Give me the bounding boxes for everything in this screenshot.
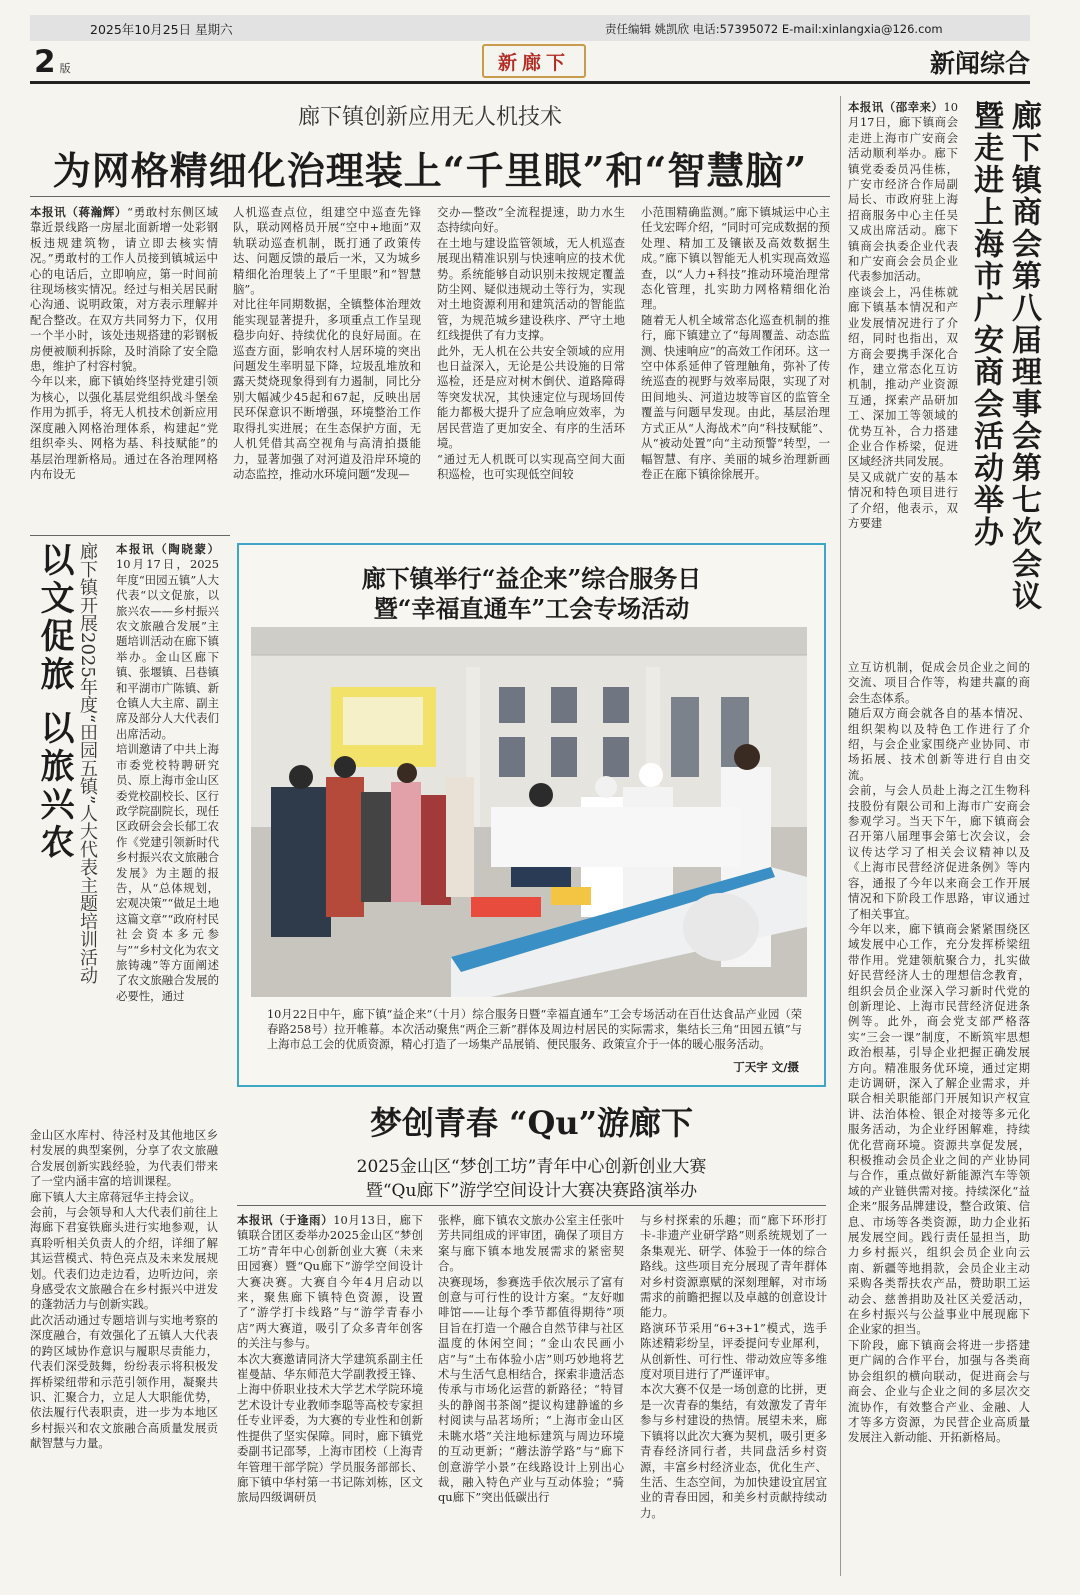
commerce-byline: 本报讯（邵幸来） bbox=[848, 100, 944, 114]
commerce-headline bbox=[966, 100, 1042, 620]
culture-body bbox=[30, 1128, 218, 1578]
right-column-rule bbox=[840, 96, 841, 1576]
culture-body-text: 金山区水库村、待泾村及其他地区乡村发展的典型案例，分享了农文旅融合发展创新实践经验，为代表们带来了一堂内涵丰富的培训课程。 廊下镇人大主席蒋冠华主持会议。 会前，与会领导和人大代表们前往上海廊下君宴铁廊头进行实地参观，认真聆听相关负责人的介绍，详细了解其运营模式、特色亮点及未来发展规划。代表们边走边看，边听边问，亲身感受农文旅融合在乡村振兴中迸发的蓬勃活力与创新实践。 此次活动通过专题培训与实地考察的深度融合，有效强化了五镇人大代表的跨区域协作意识与履职尽责能力，代表们深受鼓舞，纷纷表示将积极发挥桥梁纽带和示范引领作用，凝聚共识、汇聚合力，立足人大职能优势，依法履行代表职责，进一步为本地区乡村振兴和农文旅融合高质量发展贡献智慧与力量。 bbox=[30, 1128, 218, 1451]
service-photo bbox=[251, 627, 807, 997]
section-name: 新闻综合 bbox=[929, 49, 1030, 78]
culture-intro bbox=[116, 542, 219, 1120]
drone-col1-text: “勇敢村东侧区域靠近景线路一房屋北面新增一处彩钢板违规建筑物，请立即去核实情况。”勇敢村的工作人员接到镇城运中心的电话后，立即响应，第一时间前往现场核实情况。经过与相关居民耐心沟通、说明政策，对方表示理解并配合整改。在双方共同努力下，仅用一个半小时，该处违规搭建的彩钢板房便被顺利拆除，及时消除了安全隐患，维护了村容村貌。 今年以来，廊下镇始终坚持党建引领为核心，以强化基层党组织战斗堡垒作用为抓手，将无人机技术创新应用深度融入网格治理体系，构建起“党组织牵头、网格为基、科技赋能”的基层治理新格局。通过在各治理网格内布设无 bbox=[30, 205, 218, 481]
youth-byline: 本报讯（于逢雨） bbox=[237, 1213, 334, 1227]
culture-byline: 本报讯（陶晓蒙） bbox=[116, 542, 219, 556]
service-credit: 丁天宇 文/摄 bbox=[733, 1060, 799, 1074]
youth-col1-text: 10月13日，廊下镇联合团区委举办2025金山区“梦创工坊”青年中心创新创业大赛（未来田园赛）暨“Qu廊下”游学空间设计大赛决赛。大赛自今年4月启动以来，聚焦廊下镇特色资源，设置了“游学打卡线路”与“游学青春小店”两大赛道，吸引了众多青年创客的关注与参与。 本次大赛邀请同济大学建筑系副主任崔曼喆、华东师范大学副教授王锋、上海中侨职业技术大学艺术学院环境艺术设计专业教师李聪等高校专家担任专业评委，为大赛的专业性和创新性提供了坚实保障。同时，廊下镇党委副书记邵琴，上海市团校（上海青年管理干部学院）学员服务部部长、廊下镇中华村第一书记陈刘栋，区文旅局四级调研员 bbox=[237, 1213, 423, 1505]
commerce-body bbox=[848, 660, 1030, 1578]
culture-headline-big: 以文促旅 以旅兴农 bbox=[34, 542, 74, 862]
drone-headline: 为网格精细化治理装上“千里眼”和“智慧脑” bbox=[52, 148, 808, 193]
top-bar bbox=[30, 15, 1030, 41]
drone-col3-text: 交办—整改”全流程提速，助力水生态持续向好。 在土地与建设监管领域，无人机巡查展现出精准识别与快速响应的技术优势。系统能够自动识别未按规定覆盖防尘网、疑似违规动土等行为，实现对土地资源利用和建筑活动的智能监管，为规范城乡建设秩序、严守土地红线提供了有力支撑。 此外，无人机在公共安全领域的应用也日益深入，无论是公共设施的日常巡检，还是应对树木倒伏、道路障碍等突发状况，其快速定位与现场回传能力都极大提升了应急响应效率，为居民营造了更加安全、有序的生活环境。 “通过无人机既可以实现高空间大面积巡检，也可实现低空间较 bbox=[437, 205, 625, 481]
youth-sub-2: 暨“Qu廊下”游学空间设计大赛决赛路演举办 bbox=[365, 1181, 698, 1201]
youth-sub-1: 2025金山区“梦创工坊”青年中心创新创业大赛 bbox=[356, 1157, 707, 1177]
drone-col2-text: 人机巡查点位，组建空中巡查先锋队，联动网格员开展“空中+地面”双轨联动巡查机制，既打通了政策传达、问题反馈的最后一米，又为城乡精细化治理装上了“千里眼”和“智慧脑”。 对比往年同期数据，全镇整体治理效能实现显著提升，多项重点工作呈现稳步向好、持续优化的良好局面。在巡查方面，影响农村人居环境的突出问题发生率明显下降，垃圾乱堆放和露天焚烧现象得到有力遏制，同比分别大幅减少45起和67起，反映出居民环保意识不断增强，环境整治工作取得扎实进展；在生态保护方面，无人机凭借其高空视角与高清拍摄能力，显著加强了对河道及沿岸环境的动态监控，推动水环境问题“发现— bbox=[233, 205, 421, 481]
culture-headline-sub: 廊下镇开展2025年度“田园五镇”人大代表主题培训活动 bbox=[77, 542, 98, 985]
commerce-headline-line-2: 暨走进上海市广安商会活动举办 bbox=[968, 100, 1003, 548]
youth-rule bbox=[237, 1205, 826, 1206]
drone-column-3 bbox=[437, 205, 625, 528]
drone-kicker: 廊下镇创新应用无人机技术 bbox=[297, 105, 562, 130]
commerce-headline-line-1: 廊下镇商会第八届理事会第七次会议 bbox=[1006, 100, 1041, 612]
drone-column-2 bbox=[233, 205, 421, 528]
drone-byline: 本报讯（蒋瀚辉） bbox=[30, 205, 128, 219]
service-box bbox=[237, 543, 826, 1087]
commerce-body-text: 立互访机制，促成会员企业之间的交流、项目合作等，构建共赢的商会生态体系。 随后双方商会就各自的基本情况、组织架构以及特色工作进行了介绍，与会企业家围绕产业协同、市场拓展、技术创新等进行自由交流。 会前，与会人员赴上海之江生物科技股份有限公司和上海市广安商会参观学习。当天下午，廊下镇商会召开第八届理事会第七次会议，会议传达学习了相关会议精神以及《上海市民营经济促进条例》等内容，通报了今年以来商会工作开展情况和下阶段工作思路，审议通过了相关事宜。 今年以来，廊下镇商会紧紧围绕区域发展中心工作，充分发挥桥梁纽带作用。党建领航聚合力，扎实做好民营经济人士的理想信念教育，组织会员企业深入学习新时代党的创新理论、上海市民营经济促进条例等。此外，商会党支部严格落实“三会一课”制度，不断筑牢思想政治根基，引导企业把握正确发展方向。精准服务优环境，通过定期走访调研，深入了解企业需求，并联合相关职能部门开展知识产权宣讲、法治体检、银企对接等多元化服务活动，为企业纾困解难，持续优化营商环境。资源共享促发展，积极推动会员企业之间的产业协同与合作，重点做好新能源汽车等领域的产业链供需对接。持续深化“益企来”服务品牌建设，整合政策、信息、市场等各类资源，助力企业拓展发展空间。践行责任显担当，助力乡村振兴，组织会员企业向云南、新疆等地捐款，会员企业主动采购各类帮扶农产品，赞助职工运动会、慈善捐助及社区关爱活动，在乡村振兴与公益事业中展现廊下企业家的担当。 下阶段，廊下镇商会将进一步搭建更广阔的合作平台，加强与各类商协会组织的横向联动，促进商会与商会、企业与企业之间的多层次交流协作，有效整合产业、金融、人才等多方资源，为民营企业高质量发展注入新动能、开拓新格局。 bbox=[848, 660, 1030, 1445]
youth-column-2 bbox=[438, 1213, 624, 1578]
youth-col3-text: 与乡村探索的乐趣；而“廊下环形打卡-非遗产业研学路”则系统规划了一条集观光、研学、体验于一体的综合路线。这些项目充分展现了青年群体对乡村资源禀赋的深刻理解，对市场需求的前瞻把握以及卓越的创意设计能力。 路演环节采用“6+3+1”模式，选手陈述精彩纷呈，评委提问专业犀利，从创新性、可行性、带动效应等多维度对项目进行了严谨评审。 本次大赛不仅是一场创意的比拼，更是一次青春的集结，有效激发了青年参与乡村建设的热情。展望未来，廊下镇将以此次大赛为契机，吸引更多青春经济同行者，共同盘活乡村资源，丰富乡村经济业态，优化生产、生活、生态空间，为加快建设宜居宜业的青春田园，和美乡村贡献持续动力。 bbox=[640, 1213, 827, 1520]
editor-line: 责任编辑 姚凯欣 电话:57395072 E-mail:xinlangxia@126.com bbox=[605, 22, 943, 36]
service-headline-2: 暨“幸福直通车”工会专场活动 bbox=[373, 594, 690, 623]
youth-col2-text: 张桦，廊下镇农文旅办公室主任张叶芳共同组成的评审团，确保了项目方案与廊下镇本地发展需求的紧密契合。 决赛现场，参赛选手依次展示了富有创意与可行性的设计方案。“友好咖啡馆——让每个季节都值得期待”项目旨在打造一个融合自然节律与社区温度的休闲空间；“金山农民画小店”与“土布体验小店”则巧妙地将艺术与生活气息相结合，探索非遗活态传承与市场化运营的新路径；“特冒头的静阁书茶阁”提议构建静谧的乡村阅读与品茗场所；“上海市金山区未眺水塔”关注地标建筑与周边环境的互动更新；“蘑法游学路”与“廊下创意游学小景”在线路设计上别出心裁，融入特色产业与互动体验；“骑qu廊下”突出低碳出行 bbox=[438, 1213, 624, 1505]
drone-column-1 bbox=[30, 205, 218, 528]
commerce-intro-text: 10月17日，廊下镇商会走进上海市广安商会活动顺利举办。廊下镇党委委员冯佳栋，广安市经济合作局副局长、市政府驻上海招商服务中心主任吴又成出席活动。廊下镇商会执委企业代表和广安商会会员企业代表参加活动。 座谈会上，冯佳栋就廊下镇基本情况和产业发展情况进行了介绍，同时也指出，双方商会要携手深化合作，建立常态化互访机制，推动产业资源互通，探索产品研加工、深加工等领域的优势互补，合力搭建企业合作桥梁，促进区域经济共同发展。 吴又成就广安的基本情况和特色项目进行了介绍，他表示，双方要建 bbox=[848, 100, 958, 530]
culture-intro-text: 10月17日，2025年度“田园五镇”人大代表“以文促旅，以旅兴农——乡村振兴农文旅融合发展”主题培训活动在廊下镇举办。金山区廊下镇、张堰镇、吕巷镇和平湖市广陈镇、新仓镇人大主席、副主席及部分人大代表们出席活动。 培训邀请了中共上海市委党校特聘研究员、原上海市金山区委党校副校长、区行政学院副院长，现任区政研会会长郁工农作《党建引领新时代乡村振兴农文旅融合发展》为主题的报告，从“总体规划，宏观决策”“做足土地这篇文章”“政府村民社会资本多元参与”“乡村文化为农文旅铸魂”等方面阐述了农文旅融合发展的必要性，通过 bbox=[116, 557, 219, 1003]
youth-headline: 梦创青春 “Qu”游廊下 bbox=[369, 1104, 694, 1142]
paper-logo: 新廊下 bbox=[482, 44, 586, 78]
drone-col4-text: 小范围精确监测。”廊下镇城运中心主任戈宏晖介绍，“同时可完成数据的预处理、精加工及镶嵌及高效数据生成。”廊下镇以智能无人机实现高效巡查，以“人力+科技”推动环境治理常态化管理，扎实助力网格精细化治理。 随着无人机全域常态化巡查机制的推行，廊下镇建立了“每周覆盖、动态监测、快速响应”的高效工作闭环。这一空中体系延伸了管理触角，弥补了传统巡查的视野与效率局限，实现了对田间地头、河道边坡等盲区的监管全覆盖与问题早发现。由此，基层治理方式正从“人海战术”向“科技赋能”、从“被动处置”向“主动预警”转型，一幅智慧、有序、美丽的城乡治理新画卷正在廊下镇徐徐展开。 bbox=[641, 205, 830, 481]
drone-rule bbox=[30, 196, 830, 197]
page-number: 2 版 bbox=[34, 44, 71, 80]
youth-column-3 bbox=[640, 1213, 827, 1578]
culture-top-rule bbox=[30, 535, 230, 536]
service-headline-1: 廊下镇举行“益企来”综合服务日 bbox=[361, 564, 702, 593]
service-caption: 10月22日中午，廊下镇“益企来”（十月）综合服务日暨“幸福直通车”工会专场活动在百仕达食品产业园（荣春路258号）拉开帷幕。本次活动聚焦“两企三新”群体及周边村居民的实际需求，集结长三角“田园五镇”与上海市总工会的优质资源，精心打造了一场集产品展销、便民服务、政策宣介于一体的暖心服务活动。 bbox=[267, 1008, 802, 1052]
date-line: 2025年10月25日 星期六 bbox=[90, 22, 233, 37]
commerce-intro bbox=[848, 100, 958, 643]
youth-column-1 bbox=[237, 1213, 423, 1578]
header-rule bbox=[30, 81, 1030, 84]
drone-column-4 bbox=[641, 205, 830, 528]
service-photo-illustration bbox=[251, 627, 807, 997]
